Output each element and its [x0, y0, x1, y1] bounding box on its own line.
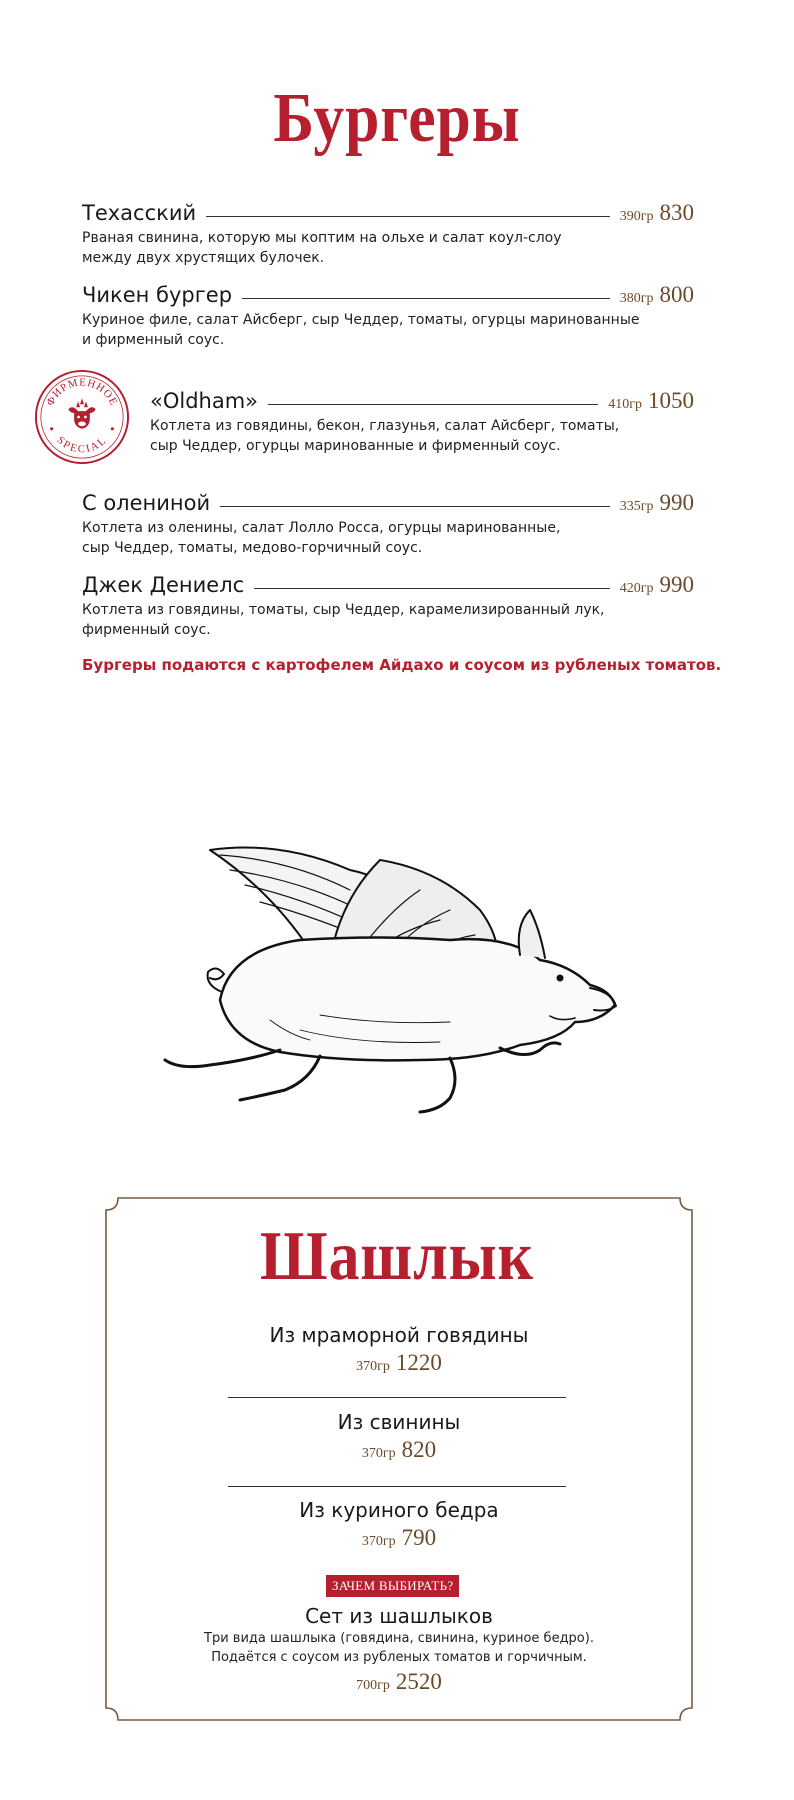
- item-description: [150, 416, 694, 456]
- item-description-line: Котлета из говядины, томаты, сыр Чеддер, карамелизированный лук,: [82, 602, 605, 618]
- item-name: Джек Дениелс: [82, 573, 245, 597]
- item-name: Из свинины: [337, 1410, 461, 1434]
- burgers-serving-note: Бургеры подаются с картофелем Айдахо и соусом из рубленых томатов.: [82, 656, 722, 674]
- item-price: 990: [659, 490, 694, 515]
- item-price: 820: [401, 1437, 437, 1462]
- item-description-line: Куриное филе, салат Айсберг, сыр Чеддер, томаты, огурцы маринованные: [82, 312, 640, 328]
- item-price: 800: [659, 282, 694, 307]
- item-description-line: между двух хрустящих булочек.: [82, 250, 325, 266]
- item-description-line: фирменный соус.: [82, 622, 211, 638]
- item-weight: 335гр: [619, 499, 654, 514]
- shashlik-item-beef: [104, 1322, 694, 1376]
- item-weight: 700гр: [356, 1678, 390, 1693]
- item-description: [82, 228, 694, 268]
- leader-line: [254, 588, 610, 589]
- item-price: 790: [401, 1525, 437, 1550]
- set-description-line: Три вида шашлыка (говядина, свинина, куриное бедро).: [204, 1631, 594, 1646]
- item-description-line: сыр Чеддер, огурцы маринованные и фирменный соус.: [150, 438, 561, 454]
- svg-text:SPECIAL: [54, 434, 109, 455]
- item-weight: 380гр: [619, 291, 654, 306]
- item-weight-price: [104, 1525, 694, 1551]
- leader-line: [220, 506, 610, 507]
- item-description: [82, 310, 694, 350]
- item-weight: 370гр: [361, 1534, 396, 1549]
- why-choose-badge: ЗАЧЕМ ВЫБИРАТЬ?: [326, 1575, 459, 1597]
- item-weight: 420гр: [619, 581, 654, 596]
- item-description-line: Котлета из оленины, салат Лолло Росса, огурцы маринованные,: [82, 520, 561, 536]
- item-weight: 410гр: [608, 397, 642, 412]
- menu-item-venison: [82, 490, 694, 558]
- item-weight-price: [104, 1350, 694, 1376]
- menu-item-texas: [82, 200, 694, 268]
- item-price: 1220: [395, 1350, 442, 1375]
- item-weight-price: [104, 1437, 694, 1463]
- set-name: Сет из шашлыков: [305, 1604, 493, 1628]
- item-weight-price: [104, 1669, 694, 1695]
- separator: [228, 1486, 566, 1487]
- special-stamp-icon: [33, 368, 131, 466]
- shashlik-item-chicken: [104, 1497, 694, 1551]
- leader-line: [242, 298, 610, 299]
- item-description-line: сыр Чеддер, томаты, медово-горчичный соус.: [82, 540, 423, 556]
- menu-item-oldham: [150, 388, 694, 456]
- menu-item-jack-daniels: [82, 572, 694, 640]
- item-name: Из куриного бедра: [299, 1498, 499, 1522]
- item-name: Чикен бургер: [82, 283, 233, 307]
- leader-line: [206, 216, 610, 217]
- item-name: С олениной: [82, 491, 211, 515]
- set-description-line: Подаётся с соусом из рубленых томатов и горчичным.: [211, 1650, 587, 1665]
- item-name: Техасский: [82, 201, 197, 225]
- shashlik-set: [104, 1603, 694, 1695]
- item-name: «Oldham»: [150, 389, 259, 413]
- item-description: [82, 600, 694, 640]
- shashlik-item-pork: [104, 1409, 694, 1463]
- item-price: 830: [659, 200, 694, 225]
- item-price: 990: [659, 572, 694, 597]
- item-description-line: Котлета из говядины, бекон, глазунья, салат Айсберг, томаты,: [150, 418, 620, 434]
- leader-line: [268, 404, 598, 405]
- menu-item-chicken-burger: [82, 282, 694, 350]
- separator: [228, 1397, 566, 1398]
- item-weight: 370гр: [356, 1359, 390, 1374]
- burgers-section-title: Бургеры: [273, 80, 521, 157]
- stamp-top-text: ФИРМЕННОЕ: [44, 376, 120, 408]
- item-name: Из мраморной говядины: [269, 1323, 529, 1347]
- item-price: 1050: [648, 388, 694, 413]
- item-description: [82, 518, 694, 558]
- stamp-bottom-text: SPECIAL: [54, 434, 110, 456]
- item-weight: 390гр: [619, 209, 654, 224]
- item-weight: 370гр: [361, 1446, 396, 1461]
- item-description-line: и фирменный соус.: [82, 332, 225, 348]
- item-price: 2520: [395, 1669, 442, 1694]
- shashlik-section-title: Шашлык: [260, 1218, 534, 1295]
- item-description-line: Рваная свинина, которую мы коптим на ольхе и салат коул-слоу: [82, 230, 562, 246]
- winged-pig-icon: [120, 760, 660, 1120]
